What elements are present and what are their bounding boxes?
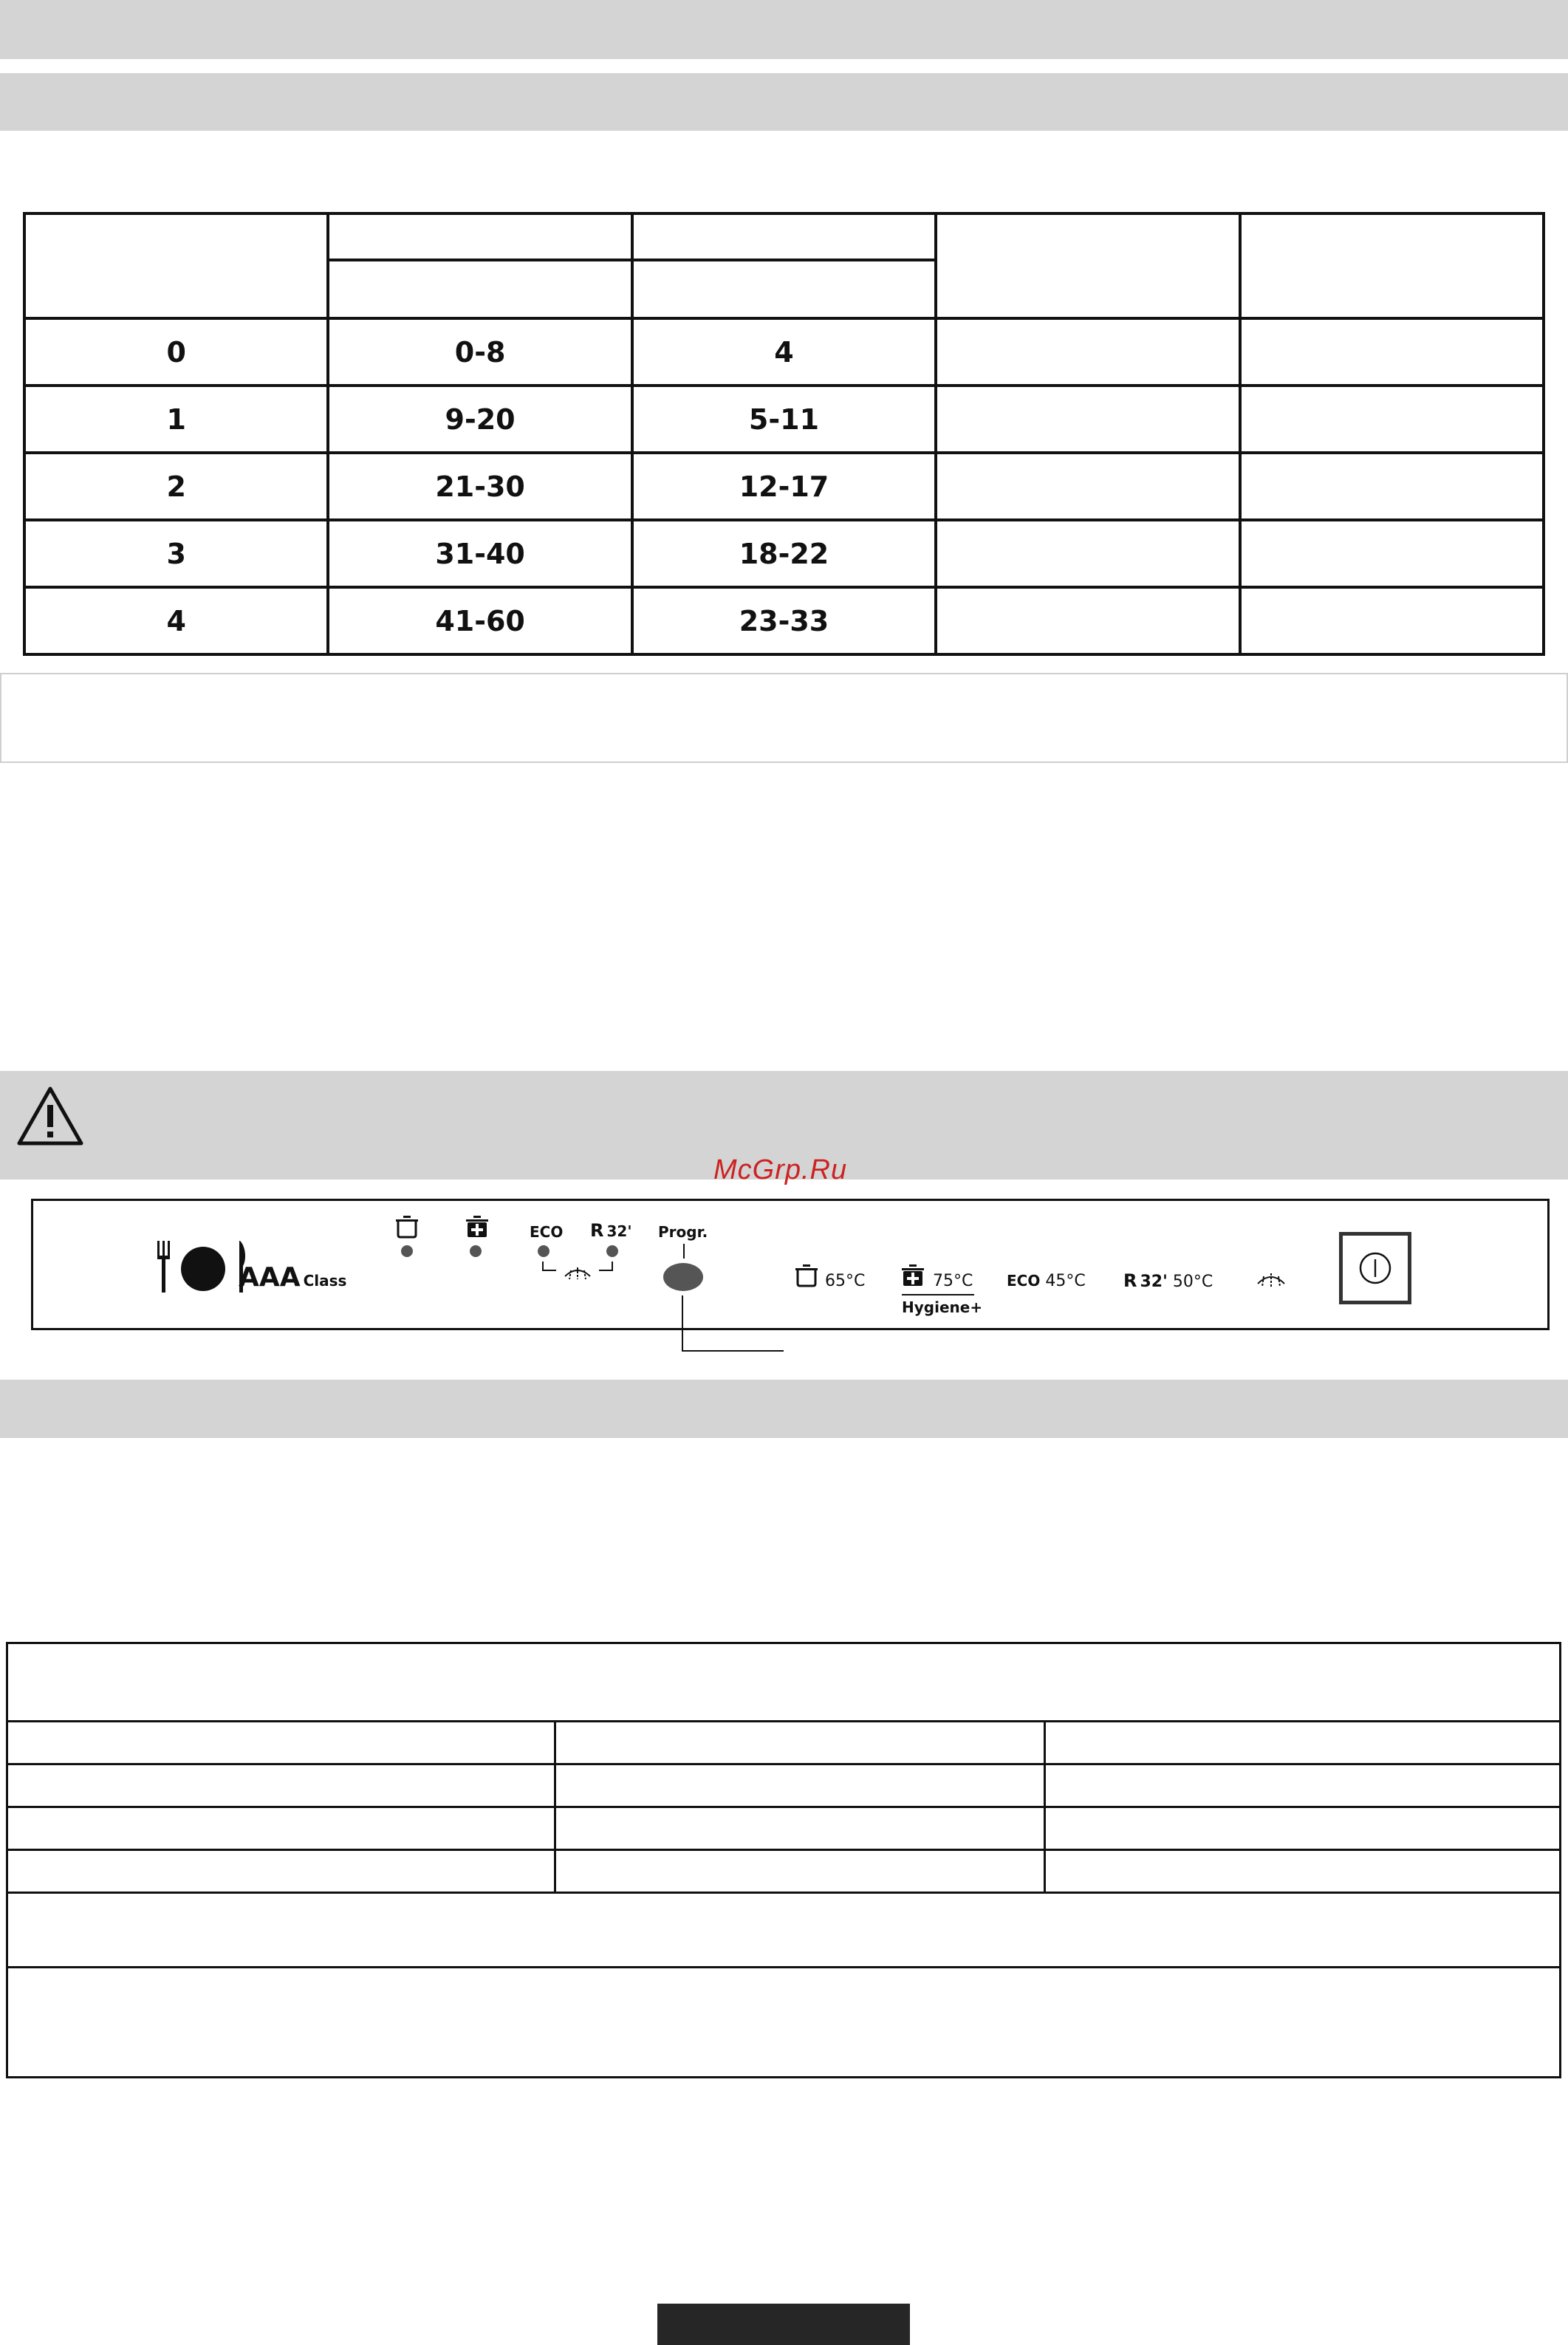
hygiene-pot-icon	[465, 1214, 490, 1239]
table-note-row	[7, 1893, 1561, 1968]
hardness-dh: 31-40	[328, 520, 631, 587]
pot-icon	[394, 1214, 420, 1239]
water-hardness-table	[23, 212, 1545, 656]
hardness-mmol: 5-11	[632, 386, 936, 453]
indicator-rapid-label: R 32'	[590, 1220, 632, 1241]
table-row	[7, 1850, 1561, 1893]
page-number-block	[657, 2304, 910, 2345]
program-label-tick	[683, 1244, 685, 1259]
hardness-level: 2	[24, 453, 328, 520]
section-header-bar	[0, 1380, 1568, 1438]
hardness-mmol: 18-22	[632, 520, 936, 587]
table-row	[24, 587, 1544, 654]
program-table	[6, 1642, 1561, 2078]
header-bar-top	[0, 0, 1568, 59]
indicator-eco-label: ECO	[530, 1223, 564, 1241]
table-row	[24, 386, 1544, 453]
hardness-dh: 9-20	[328, 386, 631, 453]
note-box	[0, 673, 1568, 763]
table-row	[7, 1807, 1561, 1850]
hardness-dh: 41-60	[328, 587, 631, 654]
power-button[interactable]	[1339, 1232, 1411, 1304]
program-hygiene-temp: 75°C	[933, 1272, 973, 1290]
hardness-level: 4	[24, 587, 328, 654]
hygiene-underline	[902, 1294, 974, 1295]
table-row	[7, 1722, 1561, 1764]
power-icon	[1358, 1250, 1393, 1286]
program-rapid-label: R 32' 50°C	[1123, 1270, 1213, 1291]
table-title-row	[7, 1643, 1561, 1722]
program-hygiene-label: Hygiene+	[902, 1298, 983, 1316]
rinse-bracket-icon	[538, 1260, 617, 1285]
hardness-level: 3	[24, 520, 328, 587]
table-row	[7, 1764, 1561, 1807]
hardness-mmol: 12-17	[632, 453, 936, 520]
table-row	[24, 318, 1544, 386]
indicator-led-intensive	[401, 1245, 413, 1257]
control-panel-diagram	[31, 1199, 1550, 1330]
hygiene-program-icon	[900, 1263, 925, 1288]
hardness-level: 1	[24, 386, 328, 453]
program-intensive-temp: 65°C	[825, 1272, 866, 1290]
indicator-led-eco	[538, 1245, 550, 1257]
intensive-pot-icon	[794, 1263, 819, 1288]
hardness-mmol: 23-33	[632, 587, 936, 654]
program-callout-line-horizontal	[682, 1350, 784, 1352]
table-row	[24, 520, 1544, 587]
hardness-level: 0	[24, 318, 328, 386]
header-bar-section	[0, 73, 1568, 131]
indicator-led-rapid	[606, 1245, 618, 1257]
rinse-program-icon	[1252, 1266, 1290, 1291]
watermark: McGrp.Ru	[713, 1154, 848, 1185]
hardness-dh: 0-8	[328, 318, 631, 386]
table-footer-row	[7, 1968, 1561, 2078]
table-header-row	[24, 213, 1544, 260]
hardness-mmol: 4	[632, 318, 936, 386]
indicator-led-hygiene	[470, 1245, 482, 1257]
energy-class-label: AAA Class	[239, 1262, 347, 1293]
program-callout-line-vertical	[682, 1295, 683, 1352]
table-row	[24, 453, 1544, 520]
program-eco-label: ECO 45°C	[1007, 1272, 1086, 1290]
program-label: Progr.	[658, 1223, 708, 1241]
warning-triangle-icon	[16, 1086, 84, 1146]
program-select-button[interactable]	[663, 1263, 703, 1291]
hardness-dh: 21-30	[328, 453, 631, 520]
